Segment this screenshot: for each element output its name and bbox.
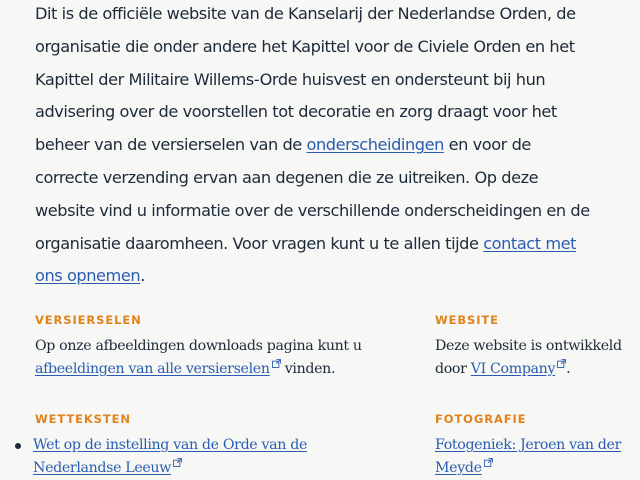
intro-text-1: Dit is de officiële website van de Kanselarij der Nederlandse Orden, de organisatie die onder andere het Kapittel voor de Civiele Orden en het Kapittel der Militaire Willems-Orde huisvest en ondersteunt bij hun advisering over de voorstellen tot decoratie en zorg draagt voor het beheer van de versierselen van de — [35, 4, 576, 155]
wetteksten-list — [33, 434, 308, 480]
fotografie-heading: FOTOGRAFIE — [435, 412, 527, 426]
external-link-icon — [272, 359, 281, 368]
vi-company-link[interactable] — [471, 361, 555, 377]
wet-nederlandse-leeuw-link[interactable] — [33, 437, 307, 476]
versierselen-text — [35, 335, 365, 381]
fotografie-text — [435, 434, 635, 480]
external-link-icon — [557, 359, 566, 368]
intro-text-2: en voor de correcte verzending ervan aan degenen die ze uitreiken. Op deze website vind u informatie over de verschillende onderscheidingen en de organisatie daaromheen. Voor vragen kunt u te allen tijde — [35, 135, 590, 253]
intro-text-end: . — [140, 266, 145, 286]
website-text-after: . — [566, 361, 571, 377]
versierselen-text-before: Op onze afbeeldingen downloads pagina kunt u — [35, 338, 362, 354]
versierselen-text-after: vinden. — [280, 361, 336, 377]
wetteksten-heading: WETTEKSTEN — [35, 412, 131, 426]
fotogeniek-link[interactable] — [435, 437, 621, 476]
intro-paragraph — [35, 0, 595, 293]
external-link-icon — [173, 458, 182, 467]
external-link-icon — [484, 458, 493, 467]
bullet-icon — [15, 443, 21, 449]
versierselen-heading: VERSIERSELEN — [35, 313, 142, 327]
website-text-before: Deze website is ontwikkeld door — [435, 338, 622, 377]
afbeeldingen-link-label: afbeeldingen van alle versierselen — [35, 361, 270, 377]
website-heading: WEBSITE — [435, 313, 499, 327]
onderscheidingen-link[interactable]: onderscheidingen — [306, 135, 444, 155]
fotogeniek-link-label: Fotogeniek: Jeroen van der Meyde — [435, 437, 622, 476]
website-text — [435, 335, 635, 381]
list-item — [33, 434, 308, 480]
contact-link[interactable]: contact met ons opnemen — [35, 233, 577, 286]
afbeeldingen-link[interactable] — [35, 361, 270, 377]
vi-company-link-label: VI Company — [470, 361, 556, 377]
wet-link-label: Wet op de instelling van de Orde van de Nederlandse Leeuw — [33, 437, 308, 476]
